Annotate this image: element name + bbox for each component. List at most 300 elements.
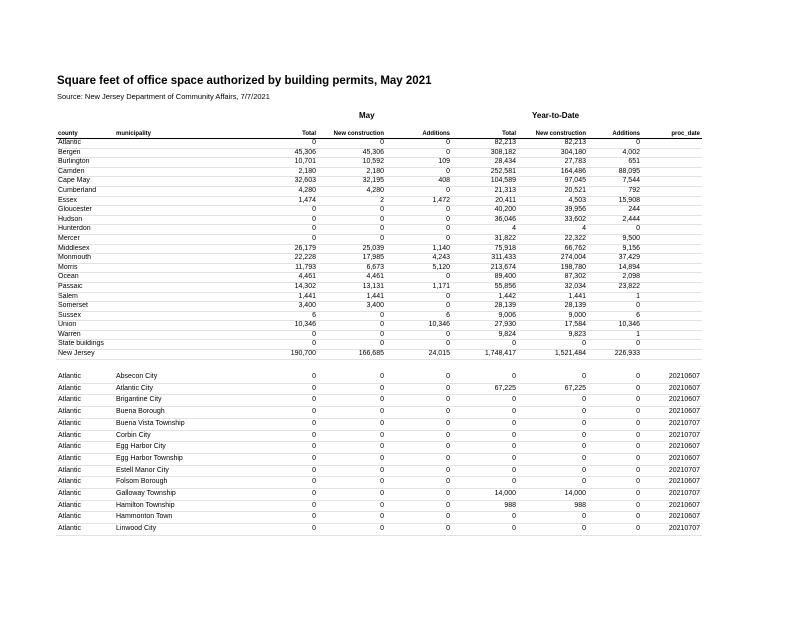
municipality-cell xyxy=(114,234,244,244)
municipality-cell xyxy=(114,186,244,196)
table-header-row xyxy=(56,130,702,139)
ytd-new-construction-cell: 33,602 xyxy=(518,215,588,225)
ytd-total-cell: 0 xyxy=(452,340,518,350)
may-total-cell: 0 xyxy=(244,234,318,244)
may-total-cell: 45,306 xyxy=(244,148,318,158)
municipality-cell: Atlantic City xyxy=(114,383,244,395)
ytd-additions-cell: 37,429 xyxy=(588,254,642,264)
may-additions-cell: 5,120 xyxy=(386,263,452,273)
county-row xyxy=(56,186,702,196)
proc-date-cell xyxy=(642,167,702,177)
may-additions-cell: 0 xyxy=(386,225,452,235)
may-total-cell: 11,793 xyxy=(244,263,318,273)
may-additions-cell: 0 xyxy=(386,215,452,225)
municipality-cell xyxy=(114,330,244,340)
ytd-additions-cell: 0 xyxy=(588,430,642,442)
municipality-cell xyxy=(114,273,244,283)
county-row xyxy=(56,350,702,360)
proc-date-cell xyxy=(642,177,702,187)
ytd-total-cell: 75,918 xyxy=(452,244,518,254)
county-cell: Atlantic xyxy=(56,442,114,454)
ytd-total-cell: 0 xyxy=(452,453,518,465)
county-cell: Hudson xyxy=(56,215,114,225)
county-cell: Atlantic xyxy=(56,465,114,477)
ytd-total-cell: 28,139 xyxy=(452,302,518,312)
municipality-cell xyxy=(114,177,244,187)
ytd-total-cell: 0 xyxy=(452,430,518,442)
may-total-cell: 26,179 xyxy=(244,244,318,254)
municipality-cell: Buena Vista Township xyxy=(114,418,244,430)
ytd-additions-cell: 0 xyxy=(588,442,642,454)
may-additions-cell: 0 xyxy=(386,139,452,149)
may-additions-cell: 0 xyxy=(386,234,452,244)
may-new-construction-cell: 0 xyxy=(318,465,386,477)
may-new-construction-cell: 32,195 xyxy=(318,177,386,187)
ytd-additions-cell: 0 xyxy=(588,139,642,149)
ytd-new-construction-cell: 0 xyxy=(518,477,588,489)
may-new-construction-cell: 0 xyxy=(318,418,386,430)
proc-date-cell: 20210607 xyxy=(642,407,702,419)
ytd-total-cell: 36,046 xyxy=(452,215,518,225)
ytd-total-cell: 9,006 xyxy=(452,311,518,321)
may-new-construction-cell: 0 xyxy=(318,453,386,465)
proc-date-cell xyxy=(642,292,702,302)
may-total-cell: 0 xyxy=(244,500,318,512)
proc-date-cell xyxy=(642,225,702,235)
proc-date-cell: 20210707 xyxy=(642,524,702,536)
municipality-row xyxy=(56,418,702,430)
column-header-may-total: Total xyxy=(244,130,318,139)
may-additions-cell: 1,472 xyxy=(386,196,452,206)
ytd-new-construction-cell: 0 xyxy=(518,418,588,430)
proc-date-cell xyxy=(642,158,702,168)
may-new-construction-cell: 166,685 xyxy=(318,350,386,360)
may-new-construction-cell: 45,306 xyxy=(318,148,386,158)
ytd-additions-cell: 10,346 xyxy=(588,321,642,331)
may-total-cell: 1,474 xyxy=(244,196,318,206)
may-additions-cell: 109 xyxy=(386,158,452,168)
ytd-new-construction-cell: 0 xyxy=(518,395,588,407)
ytd-new-construction-cell: 274,004 xyxy=(518,254,588,264)
proc-date-cell: 20210607 xyxy=(642,372,702,383)
county-cell: Gloucester xyxy=(56,206,114,216)
column-header-ytd-new-construction: New construction xyxy=(518,130,588,139)
proc-date-cell: 20210707 xyxy=(642,418,702,430)
ytd-total-cell: 308,182 xyxy=(452,148,518,158)
ytd-additions-cell: 0 xyxy=(588,512,642,524)
county-cell: Mercer xyxy=(56,234,114,244)
group-header-ytd: Year-to-Date xyxy=(532,111,580,120)
proc-date-cell: 20210607 xyxy=(642,453,702,465)
may-new-construction-cell: 0 xyxy=(318,430,386,442)
may-total-cell: 2,180 xyxy=(244,167,318,177)
ytd-additions-cell: 0 xyxy=(588,418,642,430)
county-row xyxy=(56,196,702,206)
municipality-cell xyxy=(114,292,244,302)
may-new-construction-cell: 0 xyxy=(318,477,386,489)
ytd-additions-cell: 7,544 xyxy=(588,177,642,187)
ytd-total-cell: 0 xyxy=(452,477,518,489)
ytd-new-construction-cell: 17,584 xyxy=(518,321,588,331)
county-row xyxy=(56,330,702,340)
ytd-additions-cell: 0 xyxy=(588,340,642,350)
municipal-table xyxy=(56,372,702,536)
municipality-row xyxy=(56,477,702,489)
county-cell: Camden xyxy=(56,167,114,177)
ytd-additions-cell: 0 xyxy=(588,453,642,465)
may-new-construction-cell: 10,592 xyxy=(318,158,386,168)
municipality-row xyxy=(56,442,702,454)
may-total-cell: 14,302 xyxy=(244,282,318,292)
municipality-cell: Egg Harbor City xyxy=(114,442,244,454)
may-total-cell: 4,280 xyxy=(244,186,318,196)
ytd-new-construction-cell: 0 xyxy=(518,524,588,536)
ytd-new-construction-cell: 0 xyxy=(518,453,588,465)
ytd-new-construction-cell: 1,521,484 xyxy=(518,350,588,360)
column-header-may-new-construction: New construction xyxy=(318,130,386,139)
ytd-additions-cell: 651 xyxy=(588,158,642,168)
may-total-cell: 0 xyxy=(244,139,318,149)
county-cell: Atlantic xyxy=(56,524,114,536)
county-row xyxy=(56,254,702,264)
may-new-construction-cell: 0 xyxy=(318,234,386,244)
ytd-new-construction-cell: 0 xyxy=(518,407,588,419)
may-total-cell: 0 xyxy=(244,477,318,489)
ytd-total-cell: 27,930 xyxy=(452,321,518,331)
ytd-total-cell: 9,824 xyxy=(452,330,518,340)
may-new-construction-cell: 13,131 xyxy=(318,282,386,292)
may-additions-cell: 0 xyxy=(386,340,452,350)
may-new-construction-cell: 0 xyxy=(318,489,386,501)
column-header-proc-date: proc_date xyxy=(642,130,702,139)
municipality-row xyxy=(56,430,702,442)
municipality-row xyxy=(56,395,702,407)
municipality-row xyxy=(56,383,702,395)
ytd-new-construction-cell: 9,000 xyxy=(518,311,588,321)
may-total-cell: 0 xyxy=(244,430,318,442)
proc-date-cell: 20210707 xyxy=(642,430,702,442)
may-total-cell: 0 xyxy=(244,383,318,395)
may-total-cell: 190,700 xyxy=(244,350,318,360)
county-row xyxy=(56,244,702,254)
may-additions-cell: 0 xyxy=(386,442,452,454)
municipality-cell xyxy=(114,167,244,177)
municipality-cell: Hammonton Town xyxy=(114,512,244,524)
county-cell: State buildings xyxy=(56,340,114,350)
proc-date-cell xyxy=(642,206,702,216)
county-cell: Sussex xyxy=(56,311,114,321)
may-additions-cell: 0 xyxy=(386,453,452,465)
may-total-cell: 0 xyxy=(244,215,318,225)
column-header-ytd-additions: Additions xyxy=(588,130,642,139)
document-title: Square feet of office space authorized by building permits, May 2021 xyxy=(57,75,432,87)
ytd-additions-cell: 0 xyxy=(588,500,642,512)
county-cell: Morris xyxy=(56,263,114,273)
county-cell: Somerset xyxy=(56,302,114,312)
ytd-total-cell: 0 xyxy=(452,524,518,536)
may-total-cell: 0 xyxy=(244,465,318,477)
ytd-total-cell: 0 xyxy=(452,442,518,454)
proc-date-cell xyxy=(642,330,702,340)
municipality-cell xyxy=(114,302,244,312)
ytd-new-construction-cell: 198,780 xyxy=(518,263,588,273)
county-cell: Atlantic xyxy=(56,477,114,489)
may-additions-cell: 0 xyxy=(386,524,452,536)
may-additions-cell: 0 xyxy=(386,186,452,196)
municipality-cell xyxy=(114,225,244,235)
proc-date-cell: 20210607 xyxy=(642,383,702,395)
municipality-cell xyxy=(114,340,244,350)
county-row xyxy=(56,263,702,273)
may-total-cell: 0 xyxy=(244,453,318,465)
may-new-construction-cell: 3,400 xyxy=(318,302,386,312)
may-new-construction-cell: 25,039 xyxy=(318,244,386,254)
may-additions-cell: 24,015 xyxy=(386,350,452,360)
county-row xyxy=(56,225,702,235)
municipality-row xyxy=(56,465,702,477)
proc-date-cell xyxy=(642,139,702,149)
county-cell: Cape May xyxy=(56,177,114,187)
may-new-construction-cell: 0 xyxy=(318,340,386,350)
ytd-new-construction-cell: 97,045 xyxy=(518,177,588,187)
municipality-cell xyxy=(114,311,244,321)
ytd-additions-cell: 0 xyxy=(588,395,642,407)
county-cell: Atlantic xyxy=(56,512,114,524)
county-row xyxy=(56,340,702,350)
ytd-new-construction-cell: 28,139 xyxy=(518,302,588,312)
county-row xyxy=(56,139,702,149)
ytd-total-cell: 20,411 xyxy=(452,196,518,206)
county-cell: Atlantic xyxy=(56,430,114,442)
may-total-cell: 32,603 xyxy=(244,177,318,187)
county-row xyxy=(56,282,702,292)
ytd-additions-cell: 88,095 xyxy=(588,167,642,177)
ytd-new-construction-cell: 0 xyxy=(518,442,588,454)
county-cell: Atlantic xyxy=(56,407,114,419)
may-additions-cell: 0 xyxy=(386,372,452,383)
may-total-cell: 0 xyxy=(244,489,318,501)
ytd-total-cell: 0 xyxy=(452,465,518,477)
column-header-municipality: municipality xyxy=(114,130,244,139)
ytd-additions-cell: 15,908 xyxy=(588,196,642,206)
ytd-new-construction-cell: 1,441 xyxy=(518,292,588,302)
county-cell: Passaic xyxy=(56,282,114,292)
ytd-total-cell: 1,748,417 xyxy=(452,350,518,360)
ytd-new-construction-cell: 87,302 xyxy=(518,273,588,283)
municipality-cell xyxy=(114,244,244,254)
ytd-total-cell: 0 xyxy=(452,407,518,419)
may-additions-cell: 0 xyxy=(386,512,452,524)
ytd-new-construction-cell: 0 xyxy=(518,430,588,442)
ytd-new-construction-cell: 82,213 xyxy=(518,139,588,149)
ytd-new-construction-cell: 0 xyxy=(518,465,588,477)
ytd-total-cell: 67,225 xyxy=(452,383,518,395)
may-new-construction-cell: 0 xyxy=(318,372,386,383)
county-cell: Monmouth xyxy=(56,254,114,264)
county-row xyxy=(56,167,702,177)
municipality-cell xyxy=(114,350,244,360)
may-additions-cell: 1,140 xyxy=(386,244,452,254)
may-new-construction-cell: 0 xyxy=(318,500,386,512)
ytd-additions-cell: 23,822 xyxy=(588,282,642,292)
ytd-additions-cell: 9,500 xyxy=(588,234,642,244)
may-total-cell: 0 xyxy=(244,206,318,216)
municipality-row xyxy=(56,407,702,419)
ytd-additions-cell: 0 xyxy=(588,477,642,489)
may-additions-cell: 0 xyxy=(386,206,452,216)
ytd-additions-cell: 244 xyxy=(588,206,642,216)
may-additions-cell: 6 xyxy=(386,311,452,321)
ytd-new-construction-cell: 988 xyxy=(518,500,588,512)
ytd-total-cell: 55,856 xyxy=(452,282,518,292)
ytd-additions-cell: 0 xyxy=(588,489,642,501)
ytd-new-construction-cell: 27,783 xyxy=(518,158,588,168)
proc-date-cell xyxy=(642,148,702,158)
may-total-cell: 10,701 xyxy=(244,158,318,168)
county-row xyxy=(56,273,702,283)
county-cell: Salem xyxy=(56,292,114,302)
county-cell: Middlesex xyxy=(56,244,114,254)
may-total-cell: 0 xyxy=(244,512,318,524)
may-new-construction-cell: 1,441 xyxy=(318,292,386,302)
ytd-additions-cell: 14,894 xyxy=(588,263,642,273)
municipality-row xyxy=(56,524,702,536)
may-total-cell: 22,228 xyxy=(244,254,318,264)
may-total-cell: 4,461 xyxy=(244,273,318,283)
county-cell: Warren xyxy=(56,330,114,340)
county-row xyxy=(56,302,702,312)
proc-date-cell xyxy=(642,196,702,206)
ytd-new-construction-cell: 304,180 xyxy=(518,148,588,158)
ytd-additions-cell: 1 xyxy=(588,292,642,302)
may-additions-cell: 0 xyxy=(386,302,452,312)
ytd-total-cell: 89,400 xyxy=(452,273,518,283)
municipality-cell xyxy=(114,321,244,331)
ytd-additions-cell: 0 xyxy=(588,383,642,395)
county-cell: Union xyxy=(56,321,114,331)
may-total-cell: 0 xyxy=(244,407,318,419)
county-cell: Atlantic xyxy=(56,372,114,383)
county-row xyxy=(56,311,702,321)
ytd-new-construction-cell: 39,956 xyxy=(518,206,588,216)
may-total-cell: 0 xyxy=(244,372,318,383)
may-new-construction-cell: 0 xyxy=(318,311,386,321)
municipality-cell xyxy=(114,215,244,225)
may-additions-cell: 0 xyxy=(386,465,452,477)
may-additions-cell: 0 xyxy=(386,330,452,340)
may-new-construction-cell: 0 xyxy=(318,407,386,419)
ytd-total-cell: 311,433 xyxy=(452,254,518,264)
ytd-new-construction-cell: 32,034 xyxy=(518,282,588,292)
column-header-ytd-total: Total xyxy=(452,130,518,139)
proc-date-cell xyxy=(642,234,702,244)
municipality-cell xyxy=(114,206,244,216)
county-summary-table xyxy=(56,130,702,360)
ytd-additions-cell: 6 xyxy=(588,311,642,321)
proc-date-cell xyxy=(642,263,702,273)
proc-date-cell xyxy=(642,350,702,360)
ytd-new-construction-cell: 67,225 xyxy=(518,383,588,395)
may-additions-cell: 0 xyxy=(386,477,452,489)
may-additions-cell: 10,346 xyxy=(386,321,452,331)
may-additions-cell: 0 xyxy=(386,273,452,283)
may-additions-cell: 0 xyxy=(386,489,452,501)
ytd-total-cell: 213,674 xyxy=(452,263,518,273)
municipality-row xyxy=(56,512,702,524)
proc-date-cell xyxy=(642,244,702,254)
county-cell: Atlantic xyxy=(56,383,114,395)
municipality-cell: Folsom Borough xyxy=(114,477,244,489)
may-total-cell: 0 xyxy=(244,395,318,407)
county-row xyxy=(56,148,702,158)
municipality-row xyxy=(56,453,702,465)
may-new-construction-cell: 0 xyxy=(318,215,386,225)
may-new-construction-cell: 0 xyxy=(318,512,386,524)
municipality-row xyxy=(56,489,702,501)
proc-date-cell xyxy=(642,282,702,292)
ytd-additions-cell: 2,098 xyxy=(588,273,642,283)
municipality-cell xyxy=(114,158,244,168)
county-cell: Atlantic xyxy=(56,500,114,512)
may-total-cell: 0 xyxy=(244,330,318,340)
ytd-total-cell: 28,434 xyxy=(452,158,518,168)
ytd-total-cell: 0 xyxy=(452,372,518,383)
ytd-total-cell: 104,589 xyxy=(452,177,518,187)
ytd-new-construction-cell: 14,000 xyxy=(518,489,588,501)
may-additions-cell: 0 xyxy=(386,383,452,395)
municipality-cell: Egg Harbor Township xyxy=(114,453,244,465)
may-additions-cell: 0 xyxy=(386,500,452,512)
municipality-cell: Estell Manor City xyxy=(114,465,244,477)
ytd-new-construction-cell: 164,486 xyxy=(518,167,588,177)
may-additions-cell: 408 xyxy=(386,177,452,187)
ytd-new-construction-cell: 0 xyxy=(518,512,588,524)
may-total-cell: 1,441 xyxy=(244,292,318,302)
county-row xyxy=(56,215,702,225)
may-additions-cell: 0 xyxy=(386,407,452,419)
municipality-cell: Brigantine City xyxy=(114,395,244,407)
county-row xyxy=(56,321,702,331)
ytd-new-construction-cell: 4 xyxy=(518,225,588,235)
ytd-total-cell: 21,313 xyxy=(452,186,518,196)
may-additions-cell: 0 xyxy=(386,292,452,302)
proc-date-cell xyxy=(642,215,702,225)
county-cell: Bergen xyxy=(56,148,114,158)
county-cell: Atlantic xyxy=(56,489,114,501)
ytd-new-construction-cell: 9,823 xyxy=(518,330,588,340)
ytd-new-construction-cell: 20,521 xyxy=(518,186,588,196)
may-new-construction-cell: 6,673 xyxy=(318,263,386,273)
ytd-total-cell: 40,200 xyxy=(452,206,518,216)
ytd-total-cell: 14,000 xyxy=(452,489,518,501)
ytd-additions-cell: 0 xyxy=(588,372,642,383)
county-cell: Atlantic xyxy=(56,395,114,407)
ytd-additions-cell: 1 xyxy=(588,330,642,340)
ytd-total-cell: 82,213 xyxy=(452,139,518,149)
municipality-cell: Absecon City xyxy=(114,372,244,383)
ytd-additions-cell: 792 xyxy=(588,186,642,196)
ytd-total-cell: 0 xyxy=(452,418,518,430)
may-total-cell: 0 xyxy=(244,524,318,536)
county-row xyxy=(56,292,702,302)
may-new-construction-cell: 2 xyxy=(318,196,386,206)
proc-date-cell xyxy=(642,311,702,321)
ytd-additions-cell: 226,933 xyxy=(588,350,642,360)
may-additions-cell: 1,171 xyxy=(386,282,452,292)
may-total-cell: 0 xyxy=(244,418,318,430)
may-new-construction-cell: 0 xyxy=(318,139,386,149)
may-new-construction-cell: 0 xyxy=(318,524,386,536)
